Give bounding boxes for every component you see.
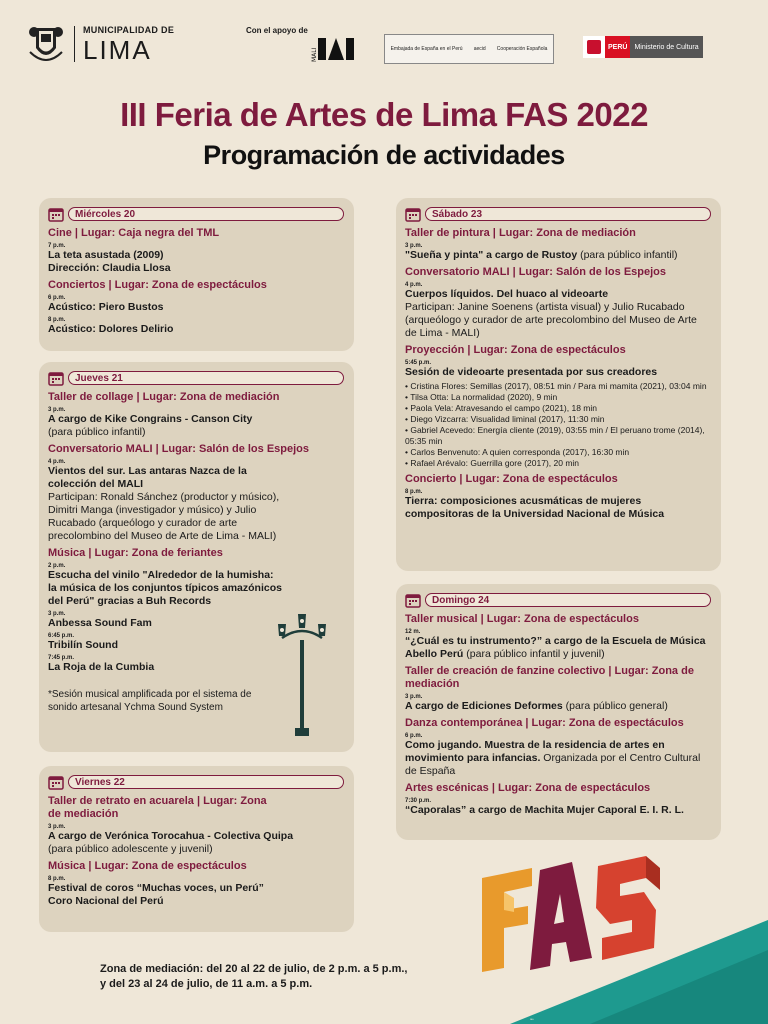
list-item: • Tilsa Otta: La normalidad (2020), 9 min <box>405 392 711 403</box>
event-time: 3 p.m. <box>48 824 66 830</box>
event-time: 6 p.m. <box>405 733 423 739</box>
fas-logo-text: FAS <box>530 1019 534 1021</box>
event-title: Vientos del sur. Las antaras Nazca de la colección del MALI <box>48 465 247 490</box>
event-time: 7 p.m. <box>48 243 66 249</box>
event-audience: (para público infantil) <box>48 426 146 438</box>
event-participants: Participan: Ronald Sánchez (productor y músico), Dimitri Manga (investigador y músico) y Julio Rucabado (arqueólogo y curador de arte precolombino del Museo de Arte de Lima - MALI) <box>48 491 280 542</box>
street-lamp-icon <box>274 610 330 740</box>
muni-name: LIMA <box>83 34 152 65</box>
event-performer: Coro Nacional del Perú <box>48 895 164 907</box>
event-time: 7:45 p.m. <box>48 655 75 661</box>
event-title: Sesión de videoarte presentada por sus creadores <box>405 366 658 378</box>
activity-heading: Cine | Lugar: Caja negra del TML <box>48 227 220 239</box>
event-time: 5:45 p.m. <box>405 360 432 366</box>
list-item: • Gabriel Acevedo: Energía cliente (2019), 03:55 min / El peruano trome (2014), 05:35 min <box>405 425 711 447</box>
event-time: 8 p.m. <box>48 317 66 323</box>
fas-logo <box>470 850 768 1024</box>
event-time: 4 p.m. <box>48 459 66 465</box>
ministerio-label: Ministerio de Cultura <box>634 43 699 51</box>
partner-embajada: Embajada de España en el Perú <box>390 46 463 52</box>
activity-heading: Música | Lugar: Zona de espectáculos <box>48 860 247 872</box>
activity-heading: Conversatorio MALI | Lugar: Salón de los Espejos <box>48 443 310 455</box>
ministerio-logo <box>583 36 703 58</box>
peru-label: PERÚ <box>605 36 630 58</box>
event-audience: (para público infantil y juvenil) <box>463 648 605 660</box>
event-title: La Roja de la Cumbia <box>48 661 155 673</box>
mali-logo-icon <box>310 36 356 62</box>
activity-heading: Taller de collage | Lugar: Zona de mediación <box>48 391 280 403</box>
page-subtitle: Programación de actividades <box>203 140 565 170</box>
list-item: • Diego Vizcarra: Visualidad liminal (2017), 11:30 min <box>405 414 711 425</box>
day-label: Viernes 22 <box>68 775 344 789</box>
activity-heading: Taller musical | Lugar: Zona de espectáculos <box>405 613 639 625</box>
card-miercoles <box>39 198 354 351</box>
muni-label: MUNICIPALIDAD DE <box>83 24 175 35</box>
event-time: 7:30 p.m. <box>405 798 432 804</box>
list-item: • Rafael Arévalo: Guerrilla gore (2017), 20 min <box>405 458 711 469</box>
activity-heading: Taller de creación de fanzine colectivo | Lugar: Zona de mediación <box>405 665 694 690</box>
footer-line: y del 23 al 24 de julio, de 11 a.m. a 5 p.m. <box>100 978 313 990</box>
mali-logo-text: MALI <box>311 47 318 62</box>
event-time: 8 p.m. <box>48 876 66 882</box>
event-participants: Participan: Janine Soenens (artista visual) y Julio Rucabado (arqueólogo y curador de arte precolombino del Museo de Arte de Lima - MALI) <box>405 301 697 339</box>
support-label: Con el apoyo de <box>246 26 308 35</box>
event-title: Acústico: Piero Bustos <box>48 301 164 313</box>
day-label: Domingo 24 <box>425 593 711 607</box>
event-audience: (para público infantil) <box>577 249 678 261</box>
activity-heading: Concierto | Lugar: Zona de espectáculos <box>405 473 618 485</box>
day-label: Sábado 23 <box>425 207 711 221</box>
event-time: 6 p.m. <box>48 295 66 301</box>
video-list <box>405 381 711 469</box>
page-title: III Feria de Artes de Lima FAS 2022 <box>120 96 648 133</box>
coat-of-arms-icon <box>26 22 66 66</box>
event-director: Dirección: Claudia Llosa <box>48 262 171 274</box>
event-audience: (para público general) <box>562 700 668 712</box>
list-item: • Carlos Benvenuto: A quien corresponda (2017), 16:30 min <box>405 447 711 458</box>
event-title: Acústico: Dolores Delirio <box>48 323 174 335</box>
event-title: A cargo de Kike Congrains - Canson City <box>48 413 253 425</box>
list-item: • Cristina Flores: Semillas (2017), 08:51 min / Para mi mamita (2021), 03:04 min <box>405 381 711 392</box>
event-time: 4 p.m. <box>405 282 423 288</box>
event-title: Tribilín Sound <box>48 639 118 651</box>
calendar-icon <box>405 207 421 222</box>
card-domingo <box>396 584 721 840</box>
activity-heading: Artes escénicas | Lugar: Zona de espectáculos <box>405 782 651 794</box>
event-title: Festival de coros “Muchas voces, un Perú” <box>48 882 264 894</box>
event-note: *Sesión musical amplificada por el sistema de sonido artesanal Ychma Sound System <box>48 689 252 713</box>
event-time: 12 m. <box>405 629 421 635</box>
day-label: Miércoles 20 <box>68 207 344 221</box>
event-time: 8 p.m. <box>405 489 423 495</box>
partner-aecid: aecid <box>473 46 486 52</box>
event-title: A cargo de Verónica Torocahua - Colectiva Quipa <box>48 830 294 842</box>
event-time: 2 p.m. <box>48 563 66 569</box>
event-title: "Sueña y pinta" a cargo de Rustoy <box>405 249 578 261</box>
day-label: Jueves 21 <box>68 371 344 385</box>
event-title: Escucha del vinilo "Alrededor de la humisha: la música de los conjuntos típicos amazónicos del Perú" gracias a Buh Records <box>48 569 282 607</box>
card-sabado <box>396 198 721 571</box>
footer-note <box>100 962 407 992</box>
calendar-icon <box>48 775 64 790</box>
event-organizer: Organizada por el Centro Cultural de España <box>405 752 701 777</box>
activity-heading: Conversatorio MALI | Lugar: Salón de los Espejos <box>405 266 667 278</box>
event-title: La teta asustada (2009) <box>48 249 164 261</box>
event-title: A cargo de Ediciones Deformes <box>405 700 563 712</box>
event-title: Tierra: composiciones acusmáticas de mujeres compositoras de la Universidad Nacional de Música <box>405 495 665 520</box>
header <box>0 18 768 78</box>
event-time: 3 p.m. <box>405 694 423 700</box>
event-time: 6:45 p.m. <box>48 633 75 639</box>
calendar-icon <box>48 371 64 386</box>
peru-shield-icon <box>583 36 605 58</box>
card-viernes <box>39 766 354 932</box>
footer-line: Zona de mediación: del 20 al 22 de julio, de 2 p.m. a 5 p.m., <box>100 963 408 975</box>
activity-heading: Conciertos | Lugar: Zona de espectáculos <box>48 279 267 291</box>
event-title: “Caporalas” a cargo de Machita Mujer Caporal E. I. R. L. <box>405 804 684 816</box>
activity-heading: Danza contemporánea | Lugar: Zona de espectáculos <box>405 717 684 729</box>
activity-heading: Música | Lugar: Zona de feriantes <box>48 547 223 559</box>
event-title: Anbessa Sound Fam <box>48 617 152 629</box>
event-audience: (para público adolescente y juvenil) <box>48 843 213 855</box>
activity-heading: Taller de retrato en acuarela | Lugar: Zona de mediación <box>48 795 267 820</box>
activity-heading: Taller de pintura | Lugar: Zona de mediación <box>405 227 636 239</box>
calendar-icon <box>405 593 421 608</box>
event-time: 3 p.m. <box>48 611 66 617</box>
list-item: • Paola Vela: Atravesando el campo (2021), 18 min <box>405 403 711 414</box>
logo-divider <box>74 26 75 62</box>
event-time: 3 p.m. <box>405 243 423 249</box>
partners-logo-strip <box>384 34 554 64</box>
event-title: Cuerpos líquidos. Del huaco al videoarte <box>405 288 609 300</box>
activity-heading: Proyección | Lugar: Zona de espectáculos <box>405 344 626 356</box>
partner-cooperacion: Cooperación Española <box>496 46 548 52</box>
event-title: “¿Cuál es tu instrumento?” a cargo de la Escuela de Música Abello Perú <box>405 635 706 660</box>
event-time: 3 p.m. <box>48 407 66 413</box>
municipalidad-logo <box>26 22 174 66</box>
event-title: Como jugando. Muestra de la residencia de artes en movimiento para infancias. <box>405 739 665 764</box>
calendar-icon <box>48 207 64 222</box>
